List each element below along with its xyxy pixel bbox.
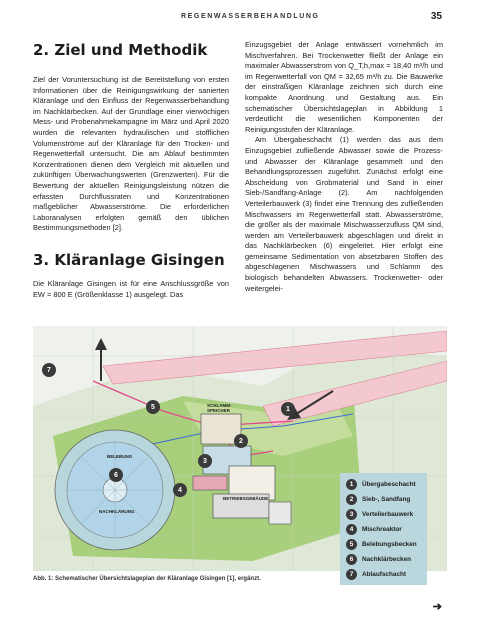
legend-label: Belebungsbecken bbox=[362, 540, 417, 548]
paragraph-einzugsgebiet bbox=[245, 40, 443, 135]
legend-item bbox=[346, 523, 402, 535]
figure-legend bbox=[340, 473, 427, 585]
marker-3: 3 bbox=[198, 454, 212, 468]
figure-caption: Abb. 1: Schematischer Übersichtslageplan der Kläranlage Gisingen [1], ergänzt. bbox=[33, 576, 261, 582]
legend-item bbox=[346, 478, 416, 490]
marker-4: 4 bbox=[173, 483, 187, 497]
paragraph-einzugsgebiet-text: Einzugsgebiet der Anlage entwässert vornehmlich im Mischverfahren. Bei Trockenwetter fließt der Anlage ein maximaler Abwasserstrom von Q_T,h,max = 18,40 m³/h und im Regenwetterfall von QM = 32,65 m³/h zu. Die Bauwerke der einstraßigen Kläranlage zeichnen sich durch eine kompakte Anordnung und Gestaltung aus. Ein schematischer Übersichtslageplan in Abbildung 1 verdeutlicht die wesentlichen Komponenten der Reinigungsstufen der Kläranlage. bbox=[245, 40, 443, 134]
legend-item bbox=[346, 553, 411, 565]
paragraph-uebergabeschacht: Am Übergabeschacht (1) werden das aus dem Einzugsgebiet zufließende Abwasser sowie die Prozess- und Abwasser der Kläranlage gesammelt und den Behandlungsprozessen zugeführt. Zunächst erfolgt eine Abscheidung von Grobmaterial und Sand in einer Sieb-/Sandfang-Anlage (2). Am nachfolgenden Verteilerbauwerk (3) findet eine Trennung des zufließenden Mischwassers im Regenwetterfall statt. Abwasserströme, die größer als der maximale Mischwasserzufluss QM sind, werden am Verteilerbauwerk abgeschlagen und direkt in das Nachklärbecken (6) eingeleitet. Hier erfolgt eine gemeinsame Sedimentation von absetzbaren Stoffen des abgeschlagenen Mischwassers und Schlamm des biologisch behandelten Abwassers. Trockenwetter- oder weitergelei- bbox=[245, 135, 443, 293]
legend-label: Nachklärbecken bbox=[362, 555, 412, 563]
label-belebung: BELEBUNG bbox=[107, 454, 133, 459]
section-body-ziel-methodik: Ziel der Voruntersuchung ist die Bereitstellung von ersten Informationen über die Reinigungswirkung der sanierten Kläranlage und den Einfluss der Regenwasserbehandlung im Nachklärbecken. Auf der Grundlage einer vierwöchigen Mess- und Probenahmekampagne im März und April 2020 wurden die relevanten hydraulischen und stofflichen Volumenströme auf der Kläranlage für den Trocken- und Regenwetterfall untersucht. Die am Ablauf bestimmten Konzentrationen dienen dem Vergleich mit aktuellen und zukünftigen Überwachungswerten (Grenzwerten). Für die Bewertung der aktuellen Reinigungsleistung nützen die erfassten Durchflussraten und Konzentrationen maßgeblicher Abwasserströme. Die erforderlichen Laboranalysen erfolgten gemäß den üblichen Bestimmungsmethoden [2]. bbox=[33, 75, 229, 233]
running-head: REGENWASSERBEHANDLUNG bbox=[181, 13, 320, 20]
legend-label: Sieb-, Sandfang bbox=[362, 495, 411, 503]
legend-number: 1 bbox=[346, 479, 357, 490]
legend-label: Mischreaktor bbox=[362, 525, 402, 533]
legend-item bbox=[346, 508, 413, 520]
legend-label: Ablaufschacht bbox=[362, 570, 407, 578]
legend-number: 2 bbox=[346, 494, 357, 505]
section-body-klaeranlage: Die Kläranlage Gisingen ist für eine Anschlussgröße von EW = 800 E (Größenklasse 1) ausgelegt. Das bbox=[33, 278, 229, 299]
legend-number: 5 bbox=[346, 539, 357, 550]
legend-item bbox=[346, 493, 410, 505]
section-heading-klaeranlage: 3. Kläranlage Gisingen bbox=[33, 250, 225, 269]
label-nachklaerung: NACHKLÄRUNG bbox=[99, 509, 135, 514]
label-betriebsgebaeude: BETRIEBSGEBÄUDE bbox=[223, 496, 269, 501]
section-heading-ziel-methodik: 2. Ziel und Methodik bbox=[33, 41, 208, 59]
marker-5: 5 bbox=[146, 400, 160, 414]
legend-number: 4 bbox=[346, 524, 357, 535]
left-column bbox=[33, 41, 229, 300]
legend-item bbox=[346, 538, 417, 550]
next-page-arrow-icon[interactable]: ➔ bbox=[432, 601, 442, 613]
legend-item bbox=[346, 568, 406, 580]
legend-number: 7 bbox=[346, 569, 357, 580]
label-schlammspeicher: SCHLAMM- SPEICHER bbox=[207, 403, 232, 413]
marker-1: 1 bbox=[281, 402, 295, 416]
legend-number: 3 bbox=[346, 509, 357, 520]
legend-label: Verteilerbauwerk bbox=[362, 510, 414, 518]
legend-label: Übergabeschacht bbox=[362, 480, 416, 488]
marker-2: 2 bbox=[234, 434, 248, 448]
page-number: 35 bbox=[430, 11, 442, 22]
legend-number: 6 bbox=[346, 554, 357, 565]
marker-7: 7 bbox=[42, 363, 56, 377]
marker-6: 6 bbox=[109, 468, 123, 482]
right-column bbox=[245, 40, 443, 294]
